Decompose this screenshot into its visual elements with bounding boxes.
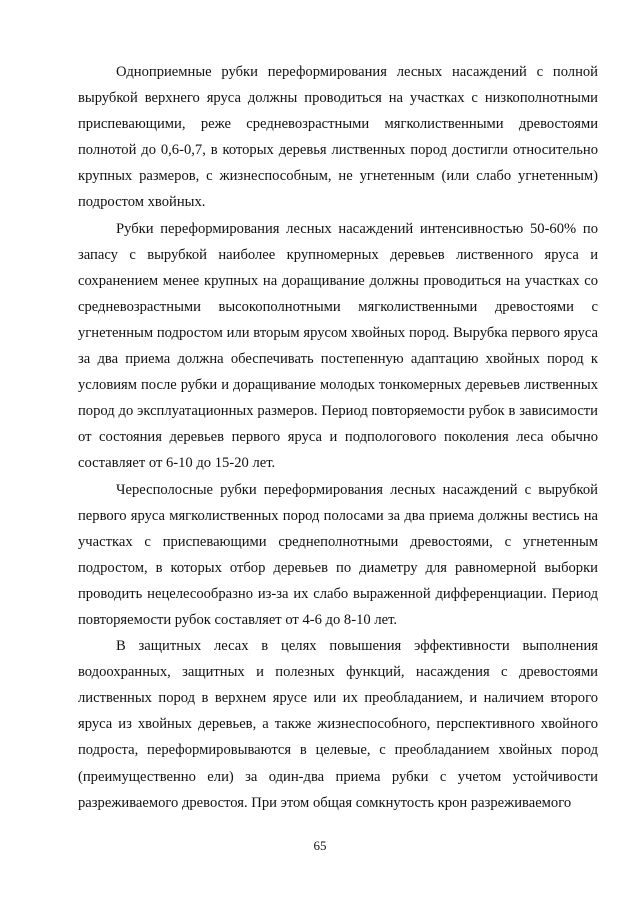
paragraph-reformation-intensity: Рубки переформирования лесных насаждений интенсивностью 50-60% по запасу с вырубкой наиболее крупномерных деревьев лиственного яруса и сохранением менее крупных на доращивание должны проводиться на участках со средневозрастными высокополнотными мягколиственными древостоями с угнетенным подростом или вторым ярусом хвойных пород. Вырубка первого яруса за два приема должна обеспечивать постепенную адаптацию хвойных пород к условиям после рубки и доращивание молодых тонкомерных деревьев лиственных пород до эксплуатационных размеров. Период повторяемости рубок в зависимости от состояния деревьев первого яруса и подпологового поколения леса обычно составляет от 6-10 до 15-20 лет. — [78, 220, 598, 472]
paragraph-strip-reformation: Чересполосные рубки переформирования лесных насаждений с вырубкой первого яруса мягколиственных пород полосами за два приема должны вестись на участках с приспевающими среднеполнотными древостоями, с угнетенным подростом, в которых отбор деревьев по диаметру для равномерной выборки проводить нецелесообразно из-за их слабо выраженной дифференциации. Период повторяемости рубок составляет от 4-6 до 8-10 лет. — [78, 481, 598, 628]
page-number: 65 — [313, 838, 327, 853]
paragraph-one-step-reformation: Одноприемные рубки переформирования лесных насаждений с полной вырубкой верхнего яруса должны проводиться на участках с низкополнотными приспевающими, реже средневозрастными мягколиственными древостоями полнотой до 0,6-0,7, в которых деревья лиственных пород достигли относительно крупных размеров, с жизнеспособным, не угнетенным (или слабо угнетенным) подростом хвойных. — [78, 64, 598, 211]
paragraph-protective-forests: В защитных лесах в целях повышения эффективности выполнения водоохранных, защитных и полезных функций, насаждения с древостоями лиственных пород в верхнем ярусе или их преобладанием, и наличием второго яруса из хвойных деревьев, а также жизнеспособного, перспективного хвойного подроста, переформировываются в целевые, с преобладанием хвойных пород (преимущественно ели) за один-два приема рубки с учетом устойчивости разреживаемого древостоя. При этом общая сомкнутость крон разреживаемого — [78, 638, 598, 811]
page-body-text — [78, 59, 598, 816]
